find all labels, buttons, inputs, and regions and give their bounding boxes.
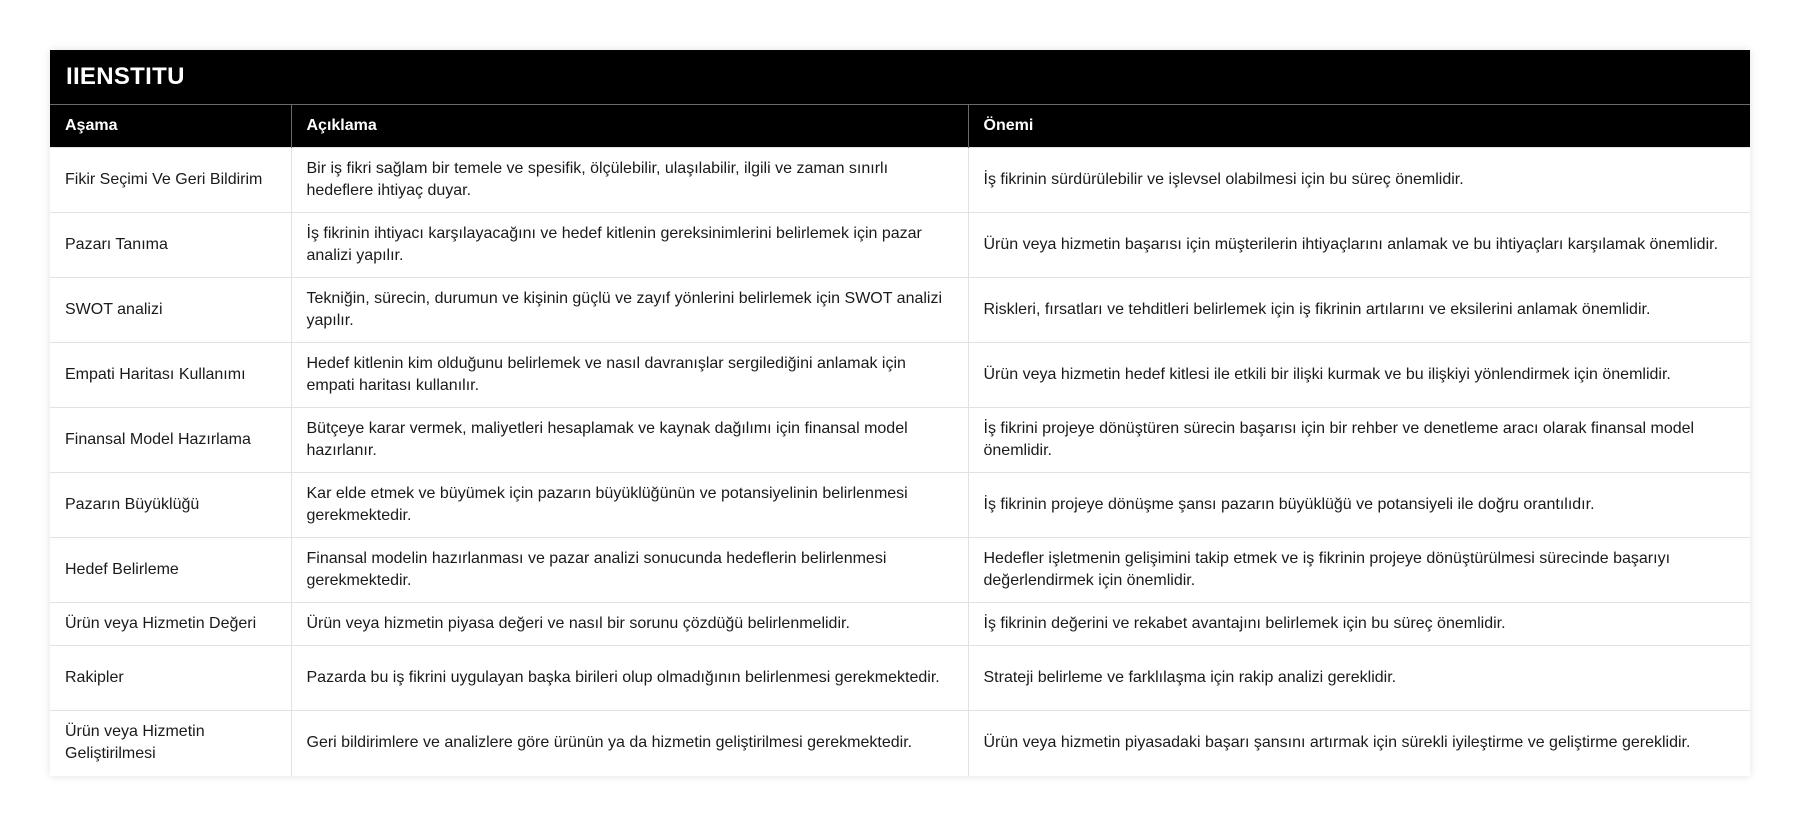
header-aciklama: Açıklama: [291, 105, 968, 148]
cell-aciklama: Bütçeye karar vermek, maliyetleri hesaplamak ve kaynak dağılımı için finansal model hazırlanır.: [291, 408, 968, 473]
table-header: [50, 105, 1750, 148]
cell-onemi: Riskleri, fırsatları ve tehditleri belirlemek için iş fikrinin artılarını ve eksilerini anlamak önemlidir.: [968, 278, 1750, 343]
cell-asama: Ürün veya Hizmetin Geliştirilmesi: [50, 711, 291, 776]
table-row: [50, 408, 1750, 473]
header-asama: Aşama: [50, 105, 291, 148]
cell-onemi: Ürün veya hizmetin piyasadaki başarı şansını artırmak için sürekli iyileştirme ve geliştirme gereklidir.: [968, 711, 1750, 776]
table-card: [50, 50, 1750, 776]
cell-asama: Rakipler: [50, 646, 291, 711]
cell-asama: Finansal Model Hazırlama: [50, 408, 291, 473]
cell-asama: SWOT analizi: [50, 278, 291, 343]
cell-aciklama: Pazarda bu iş fikrini uygulayan başka birileri olup olmadığının belirlenmesi gerekmektedir.: [291, 646, 968, 711]
cell-asama: Ürün veya Hizmetin Değeri: [50, 603, 291, 646]
stages-table: [50, 105, 1750, 776]
cell-onemi: Ürün veya hizmetin başarısı için müşterilerin ihtiyaçlarını anlamak ve bu ihtiyaçları karşılamak önemlidir.: [968, 213, 1750, 278]
cell-onemi: Hedefler işletmenin gelişimini takip etmek ve iş fikrinin projeye dönüştürülmesi sürecinde başarıyı değerlendirmek için önemlidir.: [968, 538, 1750, 603]
cell-aciklama: Kar elde etmek ve büyümek için pazarın büyüklüğünün ve potansiyelinin belirlenmesi gerekmektedir.: [291, 473, 968, 538]
table-row: [50, 148, 1750, 213]
cell-onemi: İş fikrinin sürdürülebilir ve işlevsel olabilmesi için bu süreç önemlidir.: [968, 148, 1750, 213]
table-body: [50, 148, 1750, 776]
header-onemi: Önemi: [968, 105, 1750, 148]
cell-asama: Hedef Belirleme: [50, 538, 291, 603]
table-row: [50, 473, 1750, 538]
cell-aciklama: Tekniğin, sürecin, durumun ve kişinin güçlü ve zayıf yönlerini belirlemek için SWOT analizi yapılır.: [291, 278, 968, 343]
cell-asama: Pazarın Büyüklüğü: [50, 473, 291, 538]
cell-onemi: İş fikrinin projeye dönüşme şansı pazarın büyüklüğü ve potansiyeli ile doğru orantılıdır.: [968, 473, 1750, 538]
cell-asama: Empati Haritası Kullanımı: [50, 343, 291, 408]
header-row: [50, 105, 1750, 148]
table-row: [50, 278, 1750, 343]
table-row: [50, 538, 1750, 603]
cell-aciklama: Finansal modelin hazırlanması ve pazar analizi sonucunda hedeflerin belirlenmesi gerekmektedir.: [291, 538, 968, 603]
cell-asama: Fikir Seçimi Ve Geri Bildirim: [50, 148, 291, 213]
cell-aciklama: Hedef kitlenin kim olduğunu belirlemek ve nasıl davranışlar sergilediğini anlamak için empati haritası kullanılır.: [291, 343, 968, 408]
table-row: [50, 343, 1750, 408]
table-row: [50, 213, 1750, 278]
table-row: [50, 711, 1750, 776]
cell-asama: Pazarı Tanıma: [50, 213, 291, 278]
cell-onemi: Ürün veya hizmetin hedef kitlesi ile etkili bir ilişki kurmak ve bu ilişkiyi yönlendirmek için önemlidir.: [968, 343, 1750, 408]
table-title: IIENSTITU: [50, 50, 1750, 105]
cell-aciklama: Geri bildirimlere ve analizlere göre ürünün ya da hizmetin geliştirilmesi gerekmektedir.: [291, 711, 968, 776]
table-row: [50, 603, 1750, 646]
cell-onemi: İş fikrini projeye dönüştüren sürecin başarısı için bir rehber ve denetleme aracı olarak finansal model önemlidir.: [968, 408, 1750, 473]
cell-aciklama: Bir iş fikri sağlam bir temele ve spesifik, ölçülebilir, ulaşılabilir, ilgili ve zaman sınırlı hedeflere ihtiyaç duyar.: [291, 148, 968, 213]
cell-aciklama: İş fikrinin ihtiyacı karşılayacağını ve hedef kitlenin gereksinimlerini belirlemek için pazar analizi yapılır.: [291, 213, 968, 278]
table-row: [50, 646, 1750, 711]
cell-aciklama: Ürün veya hizmetin piyasa değeri ve nasıl bir sorunu çözdüğü belirlenmelidir.: [291, 603, 968, 646]
cell-onemi: Strateji belirleme ve farklılaşma için rakip analizi gereklidir.: [968, 646, 1750, 711]
cell-onemi: İş fikrinin değerini ve rekabet avantajını belirlemek için bu süreç önemlidir.: [968, 603, 1750, 646]
